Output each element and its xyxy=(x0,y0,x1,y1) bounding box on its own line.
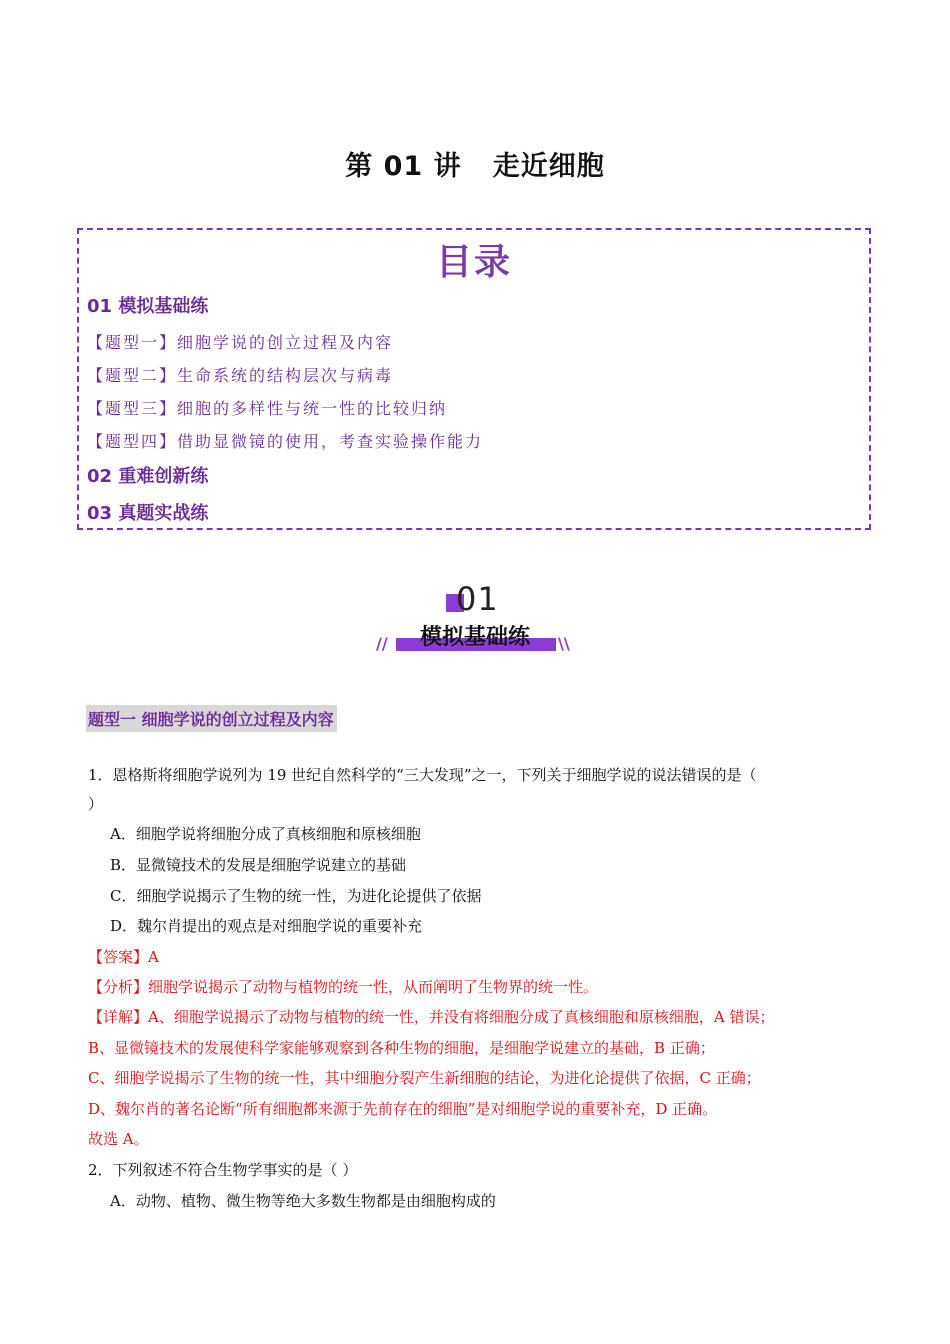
toc-item-1[interactable]: 【题型一】细胞学说的创立过程及内容 xyxy=(87,333,394,352)
toc-item-4[interactable]: 【题型四】借助显微镜的使用，考查实验操作能力 xyxy=(87,432,484,451)
page-title: 第 01 讲 走近细胞 xyxy=(345,151,605,182)
question-2-option-a: A．动物、植物、微生物等绝大多数生物都是由细胞构成的 xyxy=(110,1192,496,1210)
question-1-answer: 【答案】A xyxy=(88,948,159,966)
section-title: 题型一 细胞学说的创立过程及内容 xyxy=(86,705,337,732)
question-1-analysis: 【分析】细胞学说揭示了动物与植物的统一性，从而阐明了生物界的统一性。 xyxy=(88,978,599,996)
question-1-detail-3: C、细胞学说揭示了生物的统一性，其中细胞分裂产生新细胞的结论，为进化论提供了依据，C 正确； xyxy=(88,1069,761,1087)
section-badge xyxy=(372,580,578,660)
toc-section-2[interactable]: 02 重难创新练 xyxy=(87,466,209,487)
badge-label: 模拟基础练 xyxy=(419,625,530,650)
question-1-conclusion: 故选 A。 xyxy=(88,1130,149,1148)
toc-heading: 目录 xyxy=(435,242,512,283)
toc-section-1[interactable]: 01 模拟基础练 xyxy=(87,296,209,317)
question-1-option-c: C．细胞学说揭示了生物的统一性，为进化论提供了依据 xyxy=(110,887,482,905)
toc-item-2[interactable]: 【题型二】生命系统的结构层次与病毒 xyxy=(87,366,394,385)
toc-item-3[interactable]: 【题型三】细胞的多样性与统一性的比较归纳 xyxy=(87,399,448,418)
table-of-contents xyxy=(77,228,871,530)
badge-right-mark: \\ xyxy=(558,634,570,653)
question-2-stem: 2．下列叙述不符合生物学事实的是（ ） xyxy=(88,1161,358,1179)
question-1-stem-cont: ） xyxy=(88,795,104,813)
question-1-option-d: D．魏尔肖提出的观点是对细胞学说的重要补充 xyxy=(110,917,423,935)
question-1-detail-2: B、显微镜技术的发展使科学家能够观察到各种生物的细胞，是细胞学说建立的基础，B 正确； xyxy=(88,1039,715,1057)
toc-section-3[interactable]: 03 真题实战练 xyxy=(87,503,209,524)
question-1-option-b: B．显微镜技术的发展是细胞学说建立的基础 xyxy=(110,856,407,874)
question-1-detail-1: 【详解】A、细胞学说揭示了动物与植物的统一性，并没有将细胞分成了真核细胞和原核细胞，A 错误； xyxy=(88,1008,775,1026)
question-1-option-a: A．细胞学说将细胞分成了真核细胞和原核细胞 xyxy=(110,825,421,843)
badge-left-mark: // xyxy=(376,634,388,653)
question-1-stem: 1．恩格斯将细胞学说列为 19 世纪自然科学的“三大发现”之一，下列关于细胞学说的说法错误的是（ xyxy=(88,766,757,784)
badge-number: 01 xyxy=(456,580,499,618)
question-1-detail-4: D、魏尔肖的著名论断“所有细胞都来源于先前存在的细胞”是对细胞学说的重要补充，D 正确。 xyxy=(88,1100,718,1118)
